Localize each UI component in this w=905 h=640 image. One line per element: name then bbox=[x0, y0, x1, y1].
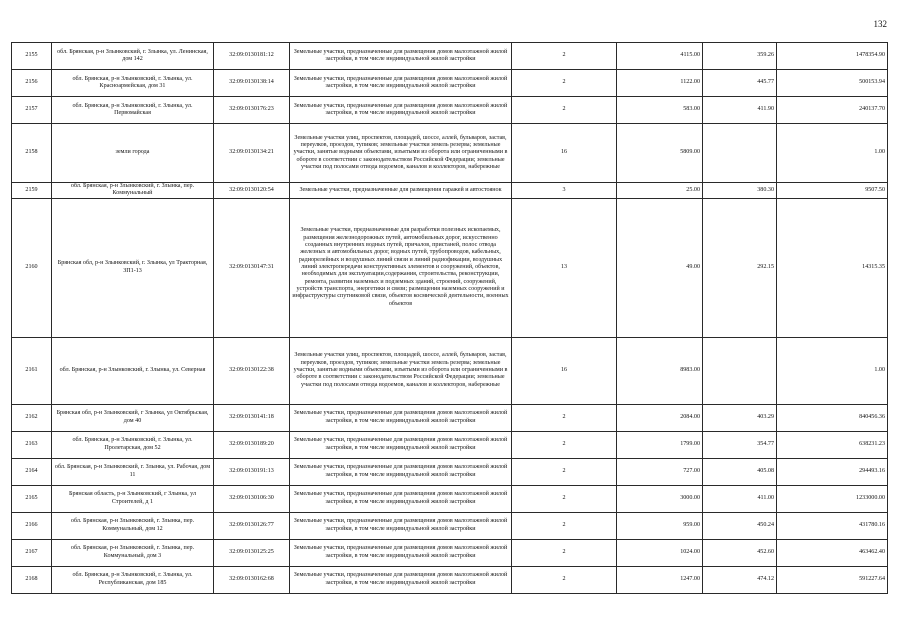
cadastral-number-cell: 32:09:0130125:25 bbox=[214, 539, 290, 566]
row-number-cell: 2166 bbox=[12, 512, 52, 539]
specific-value-cell: 452.60 bbox=[703, 539, 777, 566]
cadastral-number-cell: 32:09:0130126:77 bbox=[214, 512, 290, 539]
area-cell: 2084.00 bbox=[617, 404, 703, 431]
cadastral-number-cell: 32:09:0130134:21 bbox=[214, 124, 290, 183]
specific-value-cell bbox=[703, 124, 777, 183]
row-number-cell: 2164 bbox=[12, 458, 52, 485]
specific-value-cell: 403.29 bbox=[703, 404, 777, 431]
address-cell: обл. Брянская, р-н Злынковский, г. Злынка, ул. Северная bbox=[52, 337, 214, 404]
group-code-cell: 2 bbox=[512, 97, 617, 124]
land-use-cell: Земельные участки, предназначенные для размещения домов малоэтажной жилой застройки, в том числе индивидуальной жилой застройки bbox=[290, 43, 512, 70]
group-code-cell: 2 bbox=[512, 43, 617, 70]
specific-value-cell: 292.15 bbox=[703, 198, 777, 337]
address-cell: Брянская область, р-н Злынковский, г Злынка, ул Строителей, д 1 bbox=[52, 485, 214, 512]
group-code-cell: 2 bbox=[512, 70, 617, 97]
area-cell: 1024.00 bbox=[617, 539, 703, 566]
area-cell: 3000.00 bbox=[617, 485, 703, 512]
area-cell: 49.00 bbox=[617, 198, 703, 337]
cadastral-value-cell: 500153.94 bbox=[777, 70, 888, 97]
page-number: 132 bbox=[873, 19, 887, 29]
specific-value-cell bbox=[703, 337, 777, 404]
area-cell: 1247.00 bbox=[617, 566, 703, 593]
area-cell: 583.00 bbox=[617, 97, 703, 124]
group-code-cell: 2 bbox=[512, 539, 617, 566]
cadastral-value-cell: 294493.16 bbox=[777, 458, 888, 485]
area-cell: 1122.00 bbox=[617, 70, 703, 97]
cadastral-number-cell: 32:09:0130181:12 bbox=[214, 43, 290, 70]
cadastral-number-cell: 32:09:0130147:31 bbox=[214, 198, 290, 337]
specific-value-cell: 411.90 bbox=[703, 97, 777, 124]
area-cell: 1799.00 bbox=[617, 431, 703, 458]
land-use-cell: Земельные участки, предназначенные для размещения гаражей и автостоянок bbox=[290, 183, 512, 199]
address-cell: обл. Брянская, р-н Злынковский, г. Злынка, пер. Коммунальный bbox=[52, 183, 214, 199]
specific-value-cell: 359.26 bbox=[703, 43, 777, 70]
address-cell: обл. Брянская, р-н Злынковский, г. Злынка, пер. Коммунальный, дом 3 bbox=[52, 539, 214, 566]
table-row bbox=[12, 124, 888, 183]
cadastral-number-cell: 32:09:0130141:18 bbox=[214, 404, 290, 431]
cadastral-number-cell: 32:09:0130189:20 bbox=[214, 431, 290, 458]
address-cell: Брянская обл, р-н Злынковский, г. Злынка, ул Тракторная, ЗП1-13 bbox=[52, 198, 214, 337]
group-code-cell: 2 bbox=[512, 458, 617, 485]
land-use-cell: Земельные участки улиц, проспектов, площадей, шоссе, аллей, бульваров, застав, переулков, проездов, тупиков; земельные участки земель резерва; земельные участки, занятые водными объектами, изъятыми из оборота или ограниченными в обороте в соответствии с законодательством Российской Федерации; земельные участки под полосами отвода водоемов, каналов и коллекторов, набережные bbox=[290, 124, 512, 183]
group-code-cell: 2 bbox=[512, 485, 617, 512]
table-row bbox=[12, 97, 888, 124]
table-row bbox=[12, 431, 888, 458]
land-use-cell: Земельные участки, предназначенные для размещения домов малоэтажной жилой застройки, в том числе индивидуальной жилой застройки bbox=[290, 97, 512, 124]
specific-value-cell: 380.30 bbox=[703, 183, 777, 199]
cadastral-value-cell: 1233000.00 bbox=[777, 485, 888, 512]
specific-value-cell: 354.77 bbox=[703, 431, 777, 458]
address-cell: обл. Брянская, р-н Злынковский, г. Злынка, ул. Первомайская bbox=[52, 97, 214, 124]
table-row bbox=[12, 43, 888, 70]
land-use-cell: Земельные участки улиц, проспектов, площадей, шоссе, аллей, бульваров, застав, переулков, проездов, тупиков; земельные участки земель резерва; земельные участки, занятые водными объектами, изъятыми из оборота или ограниченными в обороте в соответствии с законодательством Российской Федерации; земельные участки под полосами отвода водоемов, каналов и коллекторов, набережные bbox=[290, 337, 512, 404]
area-cell: 959.00 bbox=[617, 512, 703, 539]
land-use-cell: Земельные участки, предназначенные для размещения домов малоэтажной жилой застройки, в том числе индивидуальной жилой застройки bbox=[290, 512, 512, 539]
address-cell: обл. Брянская, р-н Злынковский, г. Злынка, пер. Коммунальный, дом 12 bbox=[52, 512, 214, 539]
group-code-cell: 2 bbox=[512, 566, 617, 593]
table-row bbox=[12, 337, 888, 404]
row-number-cell: 2159 bbox=[12, 183, 52, 199]
address-cell: обл. Брянская, р-н Злынковский, г. Злынка, ул. Пролетарская, дом 52 bbox=[52, 431, 214, 458]
row-number-cell: 2162 bbox=[12, 404, 52, 431]
table-row bbox=[12, 539, 888, 566]
cadastral-number-cell: 32:09:0130106:30 bbox=[214, 485, 290, 512]
area-cell: 8983.00 bbox=[617, 337, 703, 404]
group-code-cell: 13 bbox=[512, 198, 617, 337]
land-use-cell: Земельные участки, предназначенные для разработки полезных ископаемых, размещения железнодорожных путей, автомобильных дорог, искусственно созданных внутренних водных путей, причалов, пристаней, полос отвода железных и автомобильных дорог, водных путей, трубопроводов, кабельных, радиорелейных и воздушных линий связи и линий радиофикации, воздушных линий электропередачи конструктивных элементов и сооружений, объектов, необходимых для эксплуатации,содержания, строительства, реконструкции, ремонта, развития наземных и подземных зданий, строений, сооружений, устройств транспорта, энергетики и связи; размещения наземных сооружений и инфраструктуры спутниковой связи, объектов космической деятельности, военных объектов bbox=[290, 198, 512, 337]
address-cell: обл. Брянская, р-н Злынковский, г. Злынка, ул. Красноармейская, дом 31 bbox=[52, 70, 214, 97]
cadastral-value-cell: 1478354.90 bbox=[777, 43, 888, 70]
row-number-cell: 2168 bbox=[12, 566, 52, 593]
address-cell: земли города bbox=[52, 124, 214, 183]
row-number-cell: 2163 bbox=[12, 431, 52, 458]
row-number-cell: 2157 bbox=[12, 97, 52, 124]
table-row bbox=[12, 512, 888, 539]
group-code-cell: 2 bbox=[512, 431, 617, 458]
cadastral-value-cell: 240137.70 bbox=[777, 97, 888, 124]
address-cell: обл. Брянская, р-н Злынковский, г. Злынка, ул. Республиканская, дом 185 bbox=[52, 566, 214, 593]
address-cell: обл. Брянская, р-н Злынковский, г. Злынка, ул. Рабочая, дом 11 bbox=[52, 458, 214, 485]
group-code-cell: 16 bbox=[512, 337, 617, 404]
cadastral-number-cell: 32:09:0130176:23 bbox=[214, 97, 290, 124]
cadastral-value-cell: 1.00 bbox=[777, 337, 888, 404]
land-use-cell: Земельные участки, предназначенные для размещения домов малоэтажной жилой застройки, в том числе индивидуальной жилой застройки bbox=[290, 458, 512, 485]
cadastral-number-cell: 32:09:0130138:14 bbox=[214, 70, 290, 97]
cadastral-number-cell: 32:09:0130120:54 bbox=[214, 183, 290, 199]
cadastral-value-table bbox=[11, 42, 888, 594]
table-row bbox=[12, 404, 888, 431]
land-use-cell: Земельные участки, предназначенные для размещения домов малоэтажной жилой застройки, в том числе индивидуальной жилой застройки bbox=[290, 70, 512, 97]
cadastral-value-cell: 591227.64 bbox=[777, 566, 888, 593]
table-row bbox=[12, 183, 888, 199]
row-number-cell: 2161 bbox=[12, 337, 52, 404]
area-cell: 25.00 bbox=[617, 183, 703, 199]
group-code-cell: 2 bbox=[512, 512, 617, 539]
area-cell: 5809.00 bbox=[617, 124, 703, 183]
specific-value-cell: 405.08 bbox=[703, 458, 777, 485]
area-cell: 4115.00 bbox=[617, 43, 703, 70]
row-number-cell: 2167 bbox=[12, 539, 52, 566]
cadastral-value-cell: 840456.36 bbox=[777, 404, 888, 431]
specific-value-cell: 474.12 bbox=[703, 566, 777, 593]
cadastral-value-cell: 463462.40 bbox=[777, 539, 888, 566]
row-number-cell: 2160 bbox=[12, 198, 52, 337]
cadastral-number-cell: 32:09:0130162:68 bbox=[214, 566, 290, 593]
cadastral-number-cell: 32:09:0130191:13 bbox=[214, 458, 290, 485]
row-number-cell: 2156 bbox=[12, 70, 52, 97]
table-row bbox=[12, 485, 888, 512]
specific-value-cell: 411.00 bbox=[703, 485, 777, 512]
land-use-cell: Земельные участки, предназначенные для размещения домов малоэтажной жилой застройки, в том числе индивидуальной жилой застройки bbox=[290, 404, 512, 431]
land-use-cell: Земельные участки, предназначенные для размещения домов малоэтажной жилой застройки, в том числе индивидуальной жилой застройки bbox=[290, 431, 512, 458]
row-number-cell: 2155 bbox=[12, 43, 52, 70]
area-cell: 727.00 bbox=[617, 458, 703, 485]
cadastral-number-cell: 32:09:0130122:38 bbox=[214, 337, 290, 404]
row-number-cell: 2158 bbox=[12, 124, 52, 183]
land-use-cell: Земельные участки, предназначенные для размещения домов малоэтажной жилой застройки, в том числе индивидуальной жилой застройки bbox=[290, 485, 512, 512]
address-cell: Брянская обл, р-н Злынковский, г Злынка, ул Октябрьская, дом 40 bbox=[52, 404, 214, 431]
cadastral-value-cell: 14315.35 bbox=[777, 198, 888, 337]
table-row bbox=[12, 458, 888, 485]
land-use-cell: Земельные участки, предназначенные для размещения домов малоэтажной жилой застройки, в том числе индивидуальной жилой застройки bbox=[290, 566, 512, 593]
cadastral-value-cell: 431780.16 bbox=[777, 512, 888, 539]
table-row bbox=[12, 70, 888, 97]
specific-value-cell: 450.24 bbox=[703, 512, 777, 539]
row-number-cell: 2165 bbox=[12, 485, 52, 512]
table-row bbox=[12, 198, 888, 337]
table-row bbox=[12, 566, 888, 593]
specific-value-cell: 445.77 bbox=[703, 70, 777, 97]
group-code-cell: 2 bbox=[512, 404, 617, 431]
group-code-cell: 3 bbox=[512, 183, 617, 199]
address-cell: обл. Брянская, р-н Злынковский, г. Злынка, ул. Ленинская, дом 142 bbox=[52, 43, 214, 70]
land-use-cell: Земельные участки, предназначенные для размещения домов малоэтажной жилой застройки, в том числе индивидуальной жилой застройки bbox=[290, 539, 512, 566]
group-code-cell: 16 bbox=[512, 124, 617, 183]
cadastral-value-cell: 638231.23 bbox=[777, 431, 888, 458]
cadastral-value-cell: 1.00 bbox=[777, 124, 888, 183]
cadastral-value-cell: 9507.50 bbox=[777, 183, 888, 199]
